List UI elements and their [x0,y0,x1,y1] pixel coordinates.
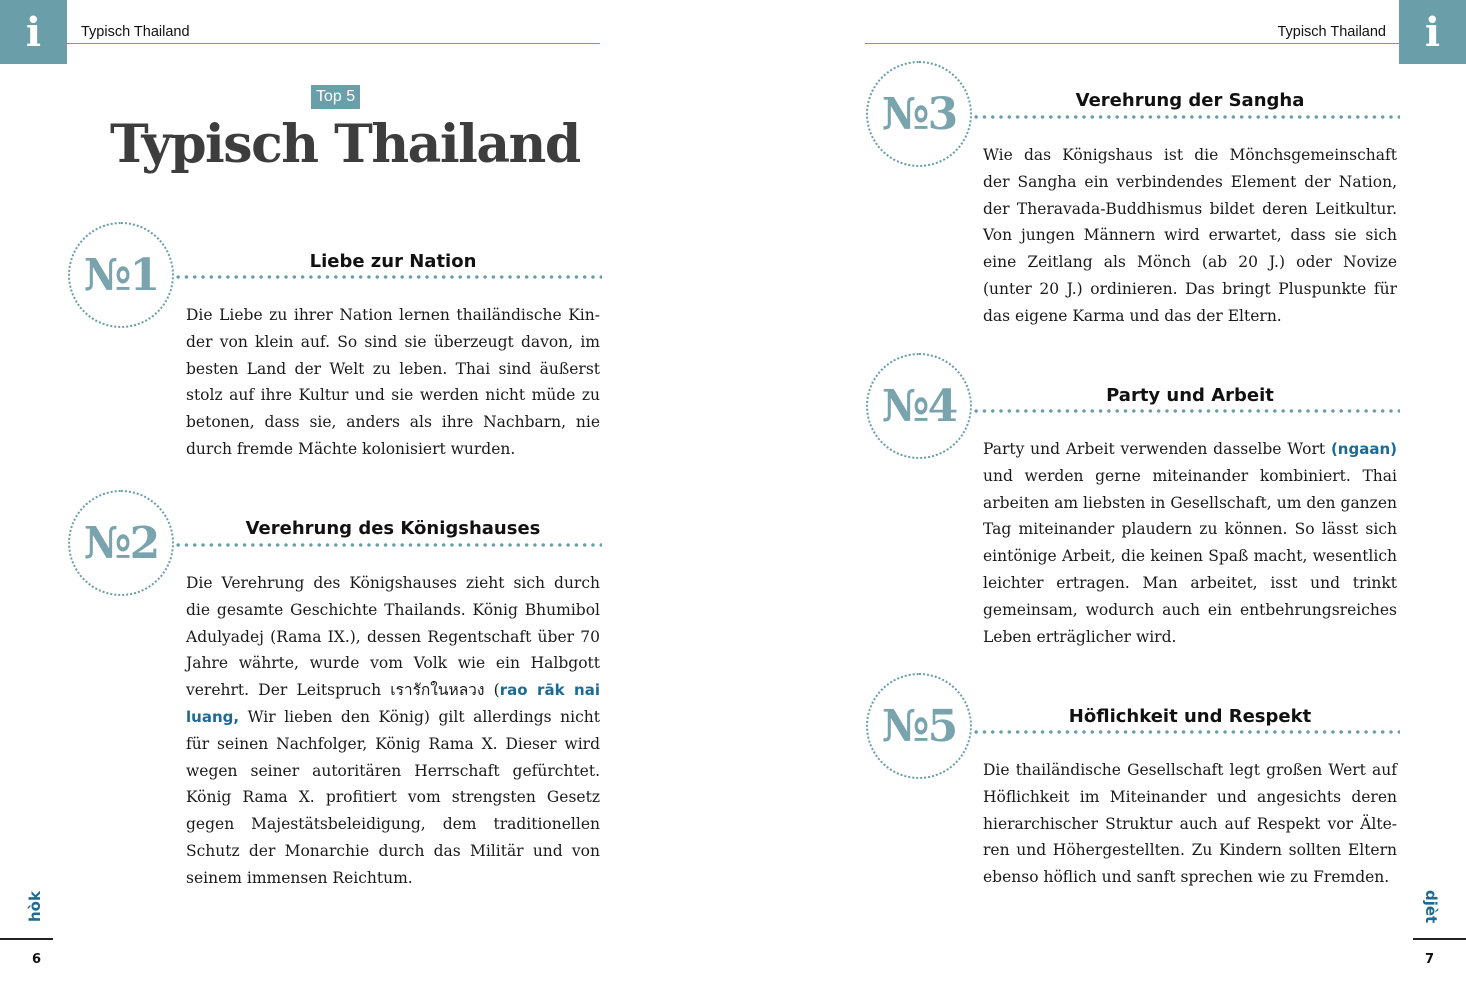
footer-rule [1413,938,1466,940]
section-number-badge: №3 [866,61,972,167]
section-text: Die thailändische Gesellschaft legt großen Wert auf Höflichkeit im Miteinander und angesichts deren hierarchischer Struktur auch auf Respekt vor Älteren und Höhergestellten. Zu Kindern sollten Eltern ebenso höflich und sanft sprechen wie zu Fremden. [983,761,1397,887]
section-title: Party und Arbeit [1106,385,1274,406]
section-text: Die Verehrung des Königshauses zieht sich durch die gesamte Geschichte Thailands. König Bhumibol Adulyadej (Rama IX.), dessen Regentschaft über 70 Jahre währte, wurde vom Volk wie ein Halbgott verehrt. Der Leitspruch เรารักในหลวง (rao rāk nai luang, Wir lieben den König) gilt allerdings nicht für seinen Nachfolger, König Rama X. Dieser wird wegen seiner autoritären Herrschaft gefürchtet. König Rama X. profitiert vom strengsten Gesetz gegen Majestätsbeleidigung, dem traditionellen Schutz der Monarchie durch das Militär und von seinem immensen Reichtum. [186,574,600,887]
page-number-left: 6 [32,952,42,967]
section-title: Verehrung der Sangha [1075,90,1305,111]
section-text: Die Liebe zu ihrer Nation lernen thailändische Kinder von klein auf. So sind sie überzeugt davon, im besten Land der Welt zu leben. Thai sind äußerst stolz auf ihre Kultur und sie werden nicht müde zu betonen, dass sie, anders als ihre Nachbarn, nie durch fremde Mächte kolonisiert wurden. [186,306,600,458]
dotted-rule [972,115,1400,119]
dotted-rule [174,543,602,547]
dotted-rule [972,409,1400,413]
section-title: Liebe zur Nation [309,251,477,272]
top-badge: Top 5 [311,85,360,109]
section-title: Höflichkeit und Respekt [1068,706,1312,727]
header-rule [67,43,600,44]
running-head-left: Typisch Thailand [81,24,190,40]
header-rule [865,43,1401,44]
page-number-right: 7 [1425,952,1435,967]
section-number-badge: №5 [866,673,972,779]
transliteration-highlight: (ngaan) [1330,440,1397,458]
page-title: Typisch Thailand [110,114,580,175]
section-title: Verehrung des Königshauses [245,518,541,539]
footer-rule [0,938,53,940]
section-number-badge: №2 [68,490,174,596]
thai-number-word-right: djèt [1422,890,1440,924]
dotted-rule [972,730,1400,734]
info-icon: i [0,0,67,64]
thai-number-word-left: hòk [26,891,44,922]
section-text: Party und Arbeit verwenden dasselbe Wort (ngaan) und werden gerne miteinander kombiniert. Thai arbeiten am liebsten in Gesellschaft, um den ganzen Tag miteinander plaudern zu können. So lässt sich eintönige Arbeit, die keinen Spaß macht, wesentlich leichter ertragen. Man arbeitet, isst und trinkt gemeinsam, wodurch auch ein entbehrungsreiches Leben erträglicher wird. [983,440,1397,646]
dotted-rule [174,275,602,279]
section-text: Wie das Königshaus ist die Mönchsgemeinschaft der Sangha ein verbindendes Element der Nation, der Theravada-Buddhismus bildet deren Leitkultur. Von jungen Männern wird erwartet, dass sie sich eine Zeitlang als Mönch (ab 20 J.) oder Novize (unter 20 J.) ordinieren. Das bringt Pluspunkte für das eigene Karma und das der Eltern. [983,146,1397,325]
section-number-badge: №4 [866,353,972,459]
running-head-right: Typisch Thailand [1277,24,1386,40]
info-icon: i [1399,0,1466,64]
transliteration-highlight: rao rāk nai luang, [186,681,600,726]
section-number-badge: №1 [68,222,174,328]
